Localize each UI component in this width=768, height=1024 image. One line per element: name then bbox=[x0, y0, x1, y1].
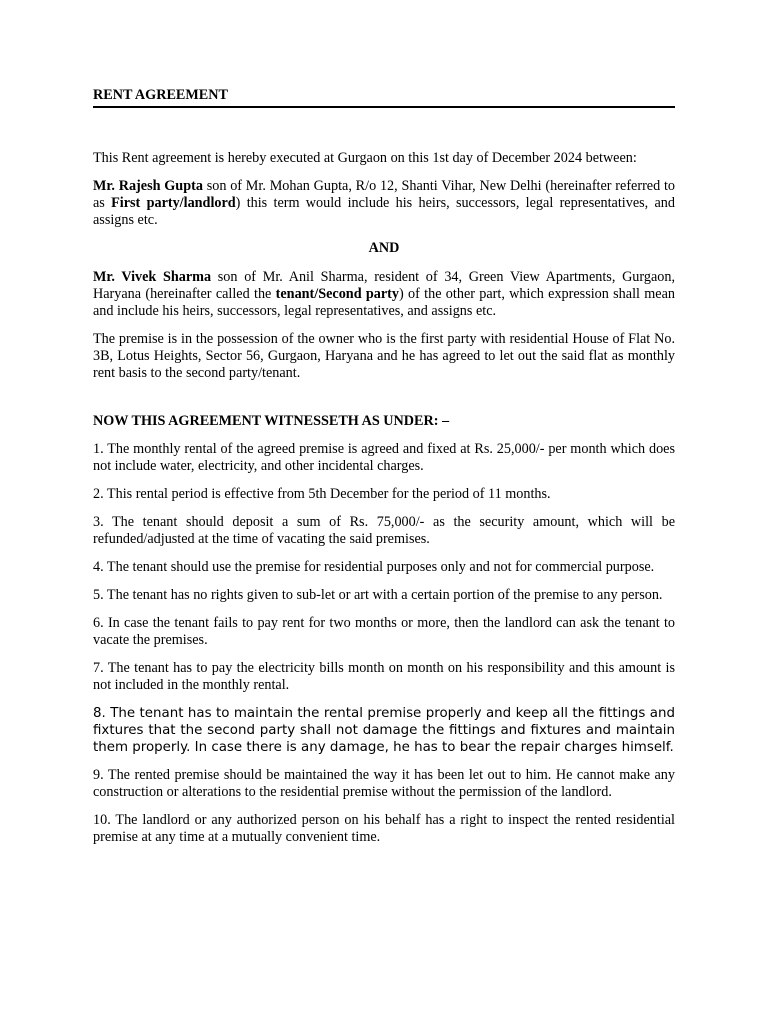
landlord-text-b: ) this term would include his heirs, successors, legal representatives, and assigns etc. bbox=[93, 195, 675, 228]
landlord-paragraph bbox=[93, 178, 675, 229]
landlord-name: Mr. Rajesh Gupta bbox=[93, 178, 203, 194]
witness-heading: NOW THIS AGREEMENT WITNESSETH AS UNDER: – bbox=[93, 413, 450, 429]
clause-5: 5. The tenant has no rights given to sub-let or art with a certain portion of the premise to any person. bbox=[93, 587, 663, 603]
tenant-paragraph bbox=[93, 269, 675, 320]
clause-3: 3. The tenant should deposit a sum of Rs. 75,000/- as the security amount, which will be refunded/adjusted at the time of vacating the said premises. bbox=[93, 514, 675, 547]
clause-8: 8. The tenant has to maintain the rental premise properly and keep all the fittings and fixtures that the second party shall not damage the fittings and fixtures and maintain them properly. In case there is any damage, he has to bear the repair charges himself. bbox=[93, 706, 675, 755]
clause-2: 2. This rental period is effective from 5th December for the period of 11 months. bbox=[93, 486, 551, 502]
tenant-name: Mr. Vivek Sharma bbox=[93, 269, 212, 285]
clause-4: 4. The tenant should use the premise for residential purposes only and not for commercial purpose. bbox=[93, 559, 655, 575]
intro-paragraph: This Rent agreement is hereby executed at Gurgaon on this 1st day of December 2024 between: bbox=[93, 150, 637, 166]
and-separator: AND bbox=[368, 240, 400, 256]
landlord-role: First party/landlord bbox=[111, 195, 236, 211]
landlord-text-a: son of Mr. Mohan Gupta, R/o 12, Shanti Vihar, New Delhi (hereinafter referred to as bbox=[93, 178, 676, 211]
document-page bbox=[93, 86, 675, 857]
clause-7: 7. The tenant has to pay the electricity bills month on month on his responsibility and this amount is not included in the monthly rental. bbox=[93, 660, 675, 693]
clause-6: 6. In case the tenant fails to pay rent for two months or more, then the landlord can ask the tenant to vacate the premises. bbox=[93, 615, 675, 648]
tenant-text-b: ) of the other part, which expression shall mean and include his heirs, successors, legal representatives, and assigns etc. bbox=[93, 286, 675, 319]
clause-1: 1. The monthly rental of the agreed premise is agreed and fixed at Rs. 25,000/- per month which does not include water, electricity, and other incidental charges. bbox=[93, 441, 675, 474]
tenant-role: tenant/Second party bbox=[275, 286, 399, 302]
clause-9: 9. The rented premise should be maintained the way it has been let out to him. He cannot make any construction or alterations to the residential premise without the permission of the landlord. bbox=[93, 767, 675, 800]
tenant-text-a: son of Mr. Anil Sharma, resident of 34, Green View Apartments, Gurgaon, Haryana (hereinafter called the bbox=[93, 269, 675, 302]
document-title: RENT AGREEMENT bbox=[93, 86, 675, 108]
premise-paragraph: The premise is in the possession of the owner who is the first party with residential House of Flat No. 3B, Lotus Heights, Sector 56, Gurgaon, Haryana and he has agreed to let out the said flat as monthly rent basis to the second party/tenant. bbox=[93, 331, 675, 381]
clause-10: 10. The landlord or any authorized person on his behalf has a right to inspect the rented residential premise at any time at a mutually convenient time. bbox=[93, 812, 675, 845]
